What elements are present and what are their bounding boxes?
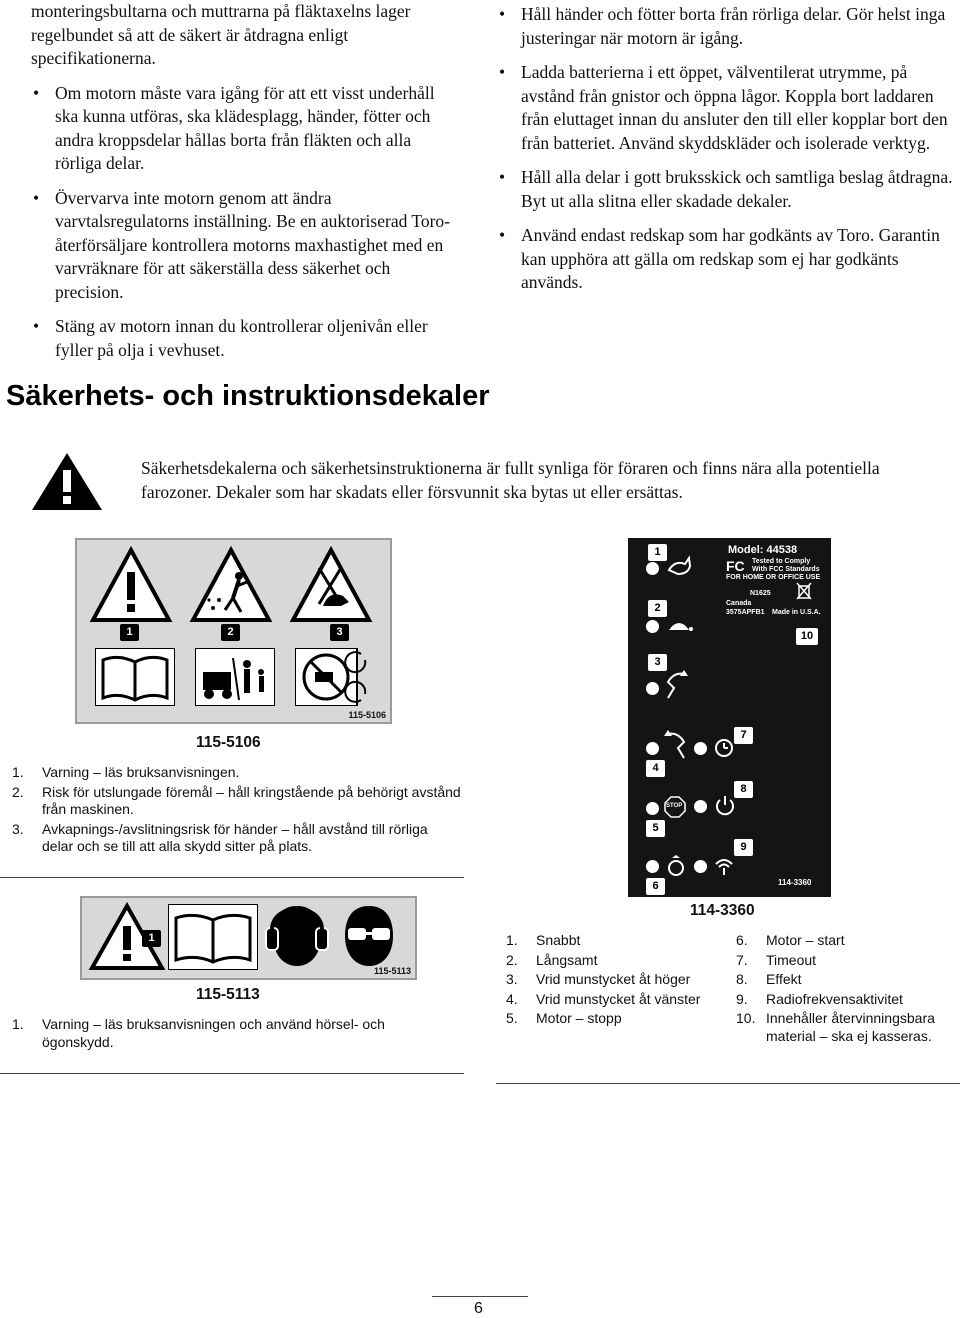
rotate-right-icon bbox=[664, 670, 688, 700]
right-bullet-list bbox=[497, 3, 957, 295]
left-text-column bbox=[31, 0, 461, 373]
fcc-text: Tested to Comply bbox=[752, 558, 811, 565]
legend-item: 3. Vrid munstycket åt höger bbox=[506, 971, 691, 987]
legend-item: 5. Motor – stopp bbox=[506, 1010, 622, 1026]
continued-paragraph: monteringsbultarna och muttrarna på fläktaxelns lager regelbundet så att de säkert är åtdragna enligt specifikationerna. bbox=[31, 1, 411, 68]
callout-number: 9 bbox=[734, 839, 753, 856]
recycle-bin-icon bbox=[796, 582, 812, 600]
bullet-item: • Håll alla delar i gott bruksskick och samtliga beslag åtdragna. Byt ut alla slitna eller skadade dekaler. bbox=[497, 166, 957, 213]
legend-item: 2. Risk för utslungade föremål – håll kringstående på behörigt avstånd från maskinen. bbox=[12, 783, 461, 817]
decal-part-label: 114-3360 bbox=[778, 878, 812, 887]
decal-115-5113 bbox=[80, 896, 417, 980]
hand-entanglement-icon bbox=[289, 546, 373, 624]
decal-legend-list bbox=[506, 932, 731, 1030]
left-bullet-list bbox=[31, 82, 461, 363]
divider bbox=[0, 877, 464, 878]
page-number-rule bbox=[432, 1296, 528, 1297]
divider bbox=[496, 1083, 960, 1084]
indicator-led bbox=[646, 562, 659, 575]
legend-item: 1. Varning – läs bruksanvisningen. bbox=[12, 764, 240, 780]
decal-legend-list bbox=[12, 764, 462, 858]
callout-number: 1 bbox=[648, 544, 667, 561]
page-number: 6 bbox=[474, 1300, 483, 1317]
legend-item: 9. Radiofrekvensaktivitet bbox=[736, 990, 903, 1007]
callout-number: 2 bbox=[221, 624, 240, 641]
manual-book-icon bbox=[168, 904, 258, 970]
bystander-distance-icon bbox=[195, 648, 275, 706]
callout-number: 1 bbox=[142, 930, 161, 947]
hearing-protection-icon bbox=[264, 902, 330, 972]
legend-item: 6. Motor – start bbox=[736, 932, 845, 948]
callout-number: 1 bbox=[120, 624, 139, 641]
certification-mark: N1625 bbox=[750, 590, 771, 597]
model-label: Model: 44538 bbox=[728, 544, 798, 556]
callout-number: 6 bbox=[646, 878, 665, 895]
section-intro: Säkerhetsdekalerna och säkerhetsinstruktionerna är fullt synliga för föraren och finns nära alla potentiella farozoner. Dekaler som har skadats eller försvunnit ska bytas ut eller ersättas. bbox=[141, 458, 880, 502]
no-hands-icon bbox=[295, 648, 383, 706]
fcc-logo: FC bbox=[726, 558, 745, 574]
indicator-led bbox=[646, 860, 659, 873]
bullet-item: • Ladda batterierna i ett öppet, välventilerat utrymme, på avstånd från gnistor och öppna lågor. Koppla bort laddaren från eluttaget innan du ansluter den till eller kopplar bort den från batteriet. Använd skyddskläder och isolerade verktyg. bbox=[497, 61, 957, 155]
legend-item: 4. Vrid munstycket åt vänster bbox=[506, 990, 701, 1007]
indicator-led bbox=[646, 682, 659, 695]
decal-114-3360 bbox=[628, 538, 831, 897]
indicator-led bbox=[694, 860, 707, 873]
right-text-column bbox=[497, 3, 957, 306]
decal-legend-list bbox=[12, 1016, 452, 1053]
fcc-text: With FCC Standards bbox=[752, 566, 820, 573]
warning-triangle-icon bbox=[30, 450, 104, 512]
indicator-led bbox=[646, 620, 659, 633]
legend-item: 10. Innehåller återvinningsbara material – ska ej kasseras. bbox=[736, 1010, 935, 1044]
callout-number: 2 bbox=[648, 600, 667, 617]
bullet-item: • Övervarva inte motorn genom att ändra varvtalsregulatorns inställning. Be en auktoriserad Toro-återförsäljare kontrollera motorns maxhastighet med en varvräknare för att säkerställa dess säkerhet och precision. bbox=[31, 187, 461, 305]
callout-number: 3 bbox=[648, 654, 667, 671]
legend-item: 1. Snabbt bbox=[506, 932, 581, 948]
legend-item: 2. Långsamt bbox=[506, 951, 598, 968]
decal-legend-list bbox=[736, 932, 952, 1047]
callout-number: 8 bbox=[734, 781, 753, 798]
callout-number: 4 bbox=[646, 760, 665, 777]
callout-number: 5 bbox=[646, 820, 665, 837]
turtle-icon bbox=[666, 618, 694, 636]
divider bbox=[0, 1073, 464, 1074]
rotate-left-icon bbox=[664, 730, 688, 760]
indicator-led bbox=[646, 802, 659, 815]
stop-label: STOP bbox=[666, 803, 683, 809]
legend-item: 1. Varning – läs bruksanvisningen och använd hörsel- och ögonskydd. bbox=[12, 1016, 385, 1050]
indicator-led bbox=[694, 800, 707, 813]
legend-item: 7. Timeout bbox=[736, 951, 817, 968]
legend-item: 3. Avkapnings-/avslitningsrisk för händer – håll avstånd till rörliga delar och se till att alla skydd sitter på plats. bbox=[12, 820, 428, 854]
radio-signal-icon bbox=[712, 852, 736, 876]
origin-label: Made in U.S.A. bbox=[772, 609, 821, 616]
engine-start-icon bbox=[666, 854, 686, 878]
decal-115-5106 bbox=[75, 538, 392, 724]
legend-item: 8. Effekt bbox=[736, 971, 802, 987]
section-title: Säkerhets- och instruktionsdekaler bbox=[6, 380, 490, 412]
timeout-clock-icon bbox=[714, 738, 734, 758]
decal-caption: 115-5113 bbox=[196, 986, 260, 1003]
indicator-led bbox=[694, 742, 707, 755]
bullet-item: • Håll händer och fötter borta från rörliga delar. Gör helst inga justeringar när motorn är igång. bbox=[497, 3, 957, 50]
bullet-item: • Använd endast redskap som har godkänts av Toro. Garantin kan upphöra att gälla om redskap som ej har godkänts används. bbox=[497, 224, 957, 295]
decal-caption: 115-5106 bbox=[196, 734, 261, 751]
rabbit-icon bbox=[666, 554, 692, 576]
manual-book-icon bbox=[95, 648, 175, 706]
eye-protection-icon bbox=[336, 902, 402, 972]
indicator-led bbox=[646, 742, 659, 755]
warning-triangle-icon bbox=[89, 546, 173, 624]
thrown-objects-icon bbox=[189, 546, 273, 624]
bullet-item: • Stäng av motorn innan du kontrollerar oljenivån eller fyller på olja i vevhuset. bbox=[31, 315, 461, 362]
bullet-item: • Om motorn måste vara igång för att ett visst underhåll ska kunna utföras, ska klädesplagg, händer, fötter och andra kroppsdelar hållas borta från fläkten och alla rörliga delar. bbox=[31, 82, 461, 176]
decal-part-label: 115-5106 bbox=[348, 710, 386, 720]
decal-caption: 114-3360 bbox=[690, 902, 755, 919]
id-label: 3575APFB1 bbox=[726, 609, 765, 616]
callout-number: 10 bbox=[796, 628, 818, 645]
usage-label: FOR HOME OR OFFICE USE bbox=[726, 574, 821, 581]
callout-number: 7 bbox=[734, 727, 753, 744]
decal-part-label: 115-5113 bbox=[373, 966, 411, 976]
power-icon bbox=[714, 794, 736, 816]
country-label: Canada bbox=[726, 600, 752, 607]
callout-number: 3 bbox=[330, 624, 349, 641]
